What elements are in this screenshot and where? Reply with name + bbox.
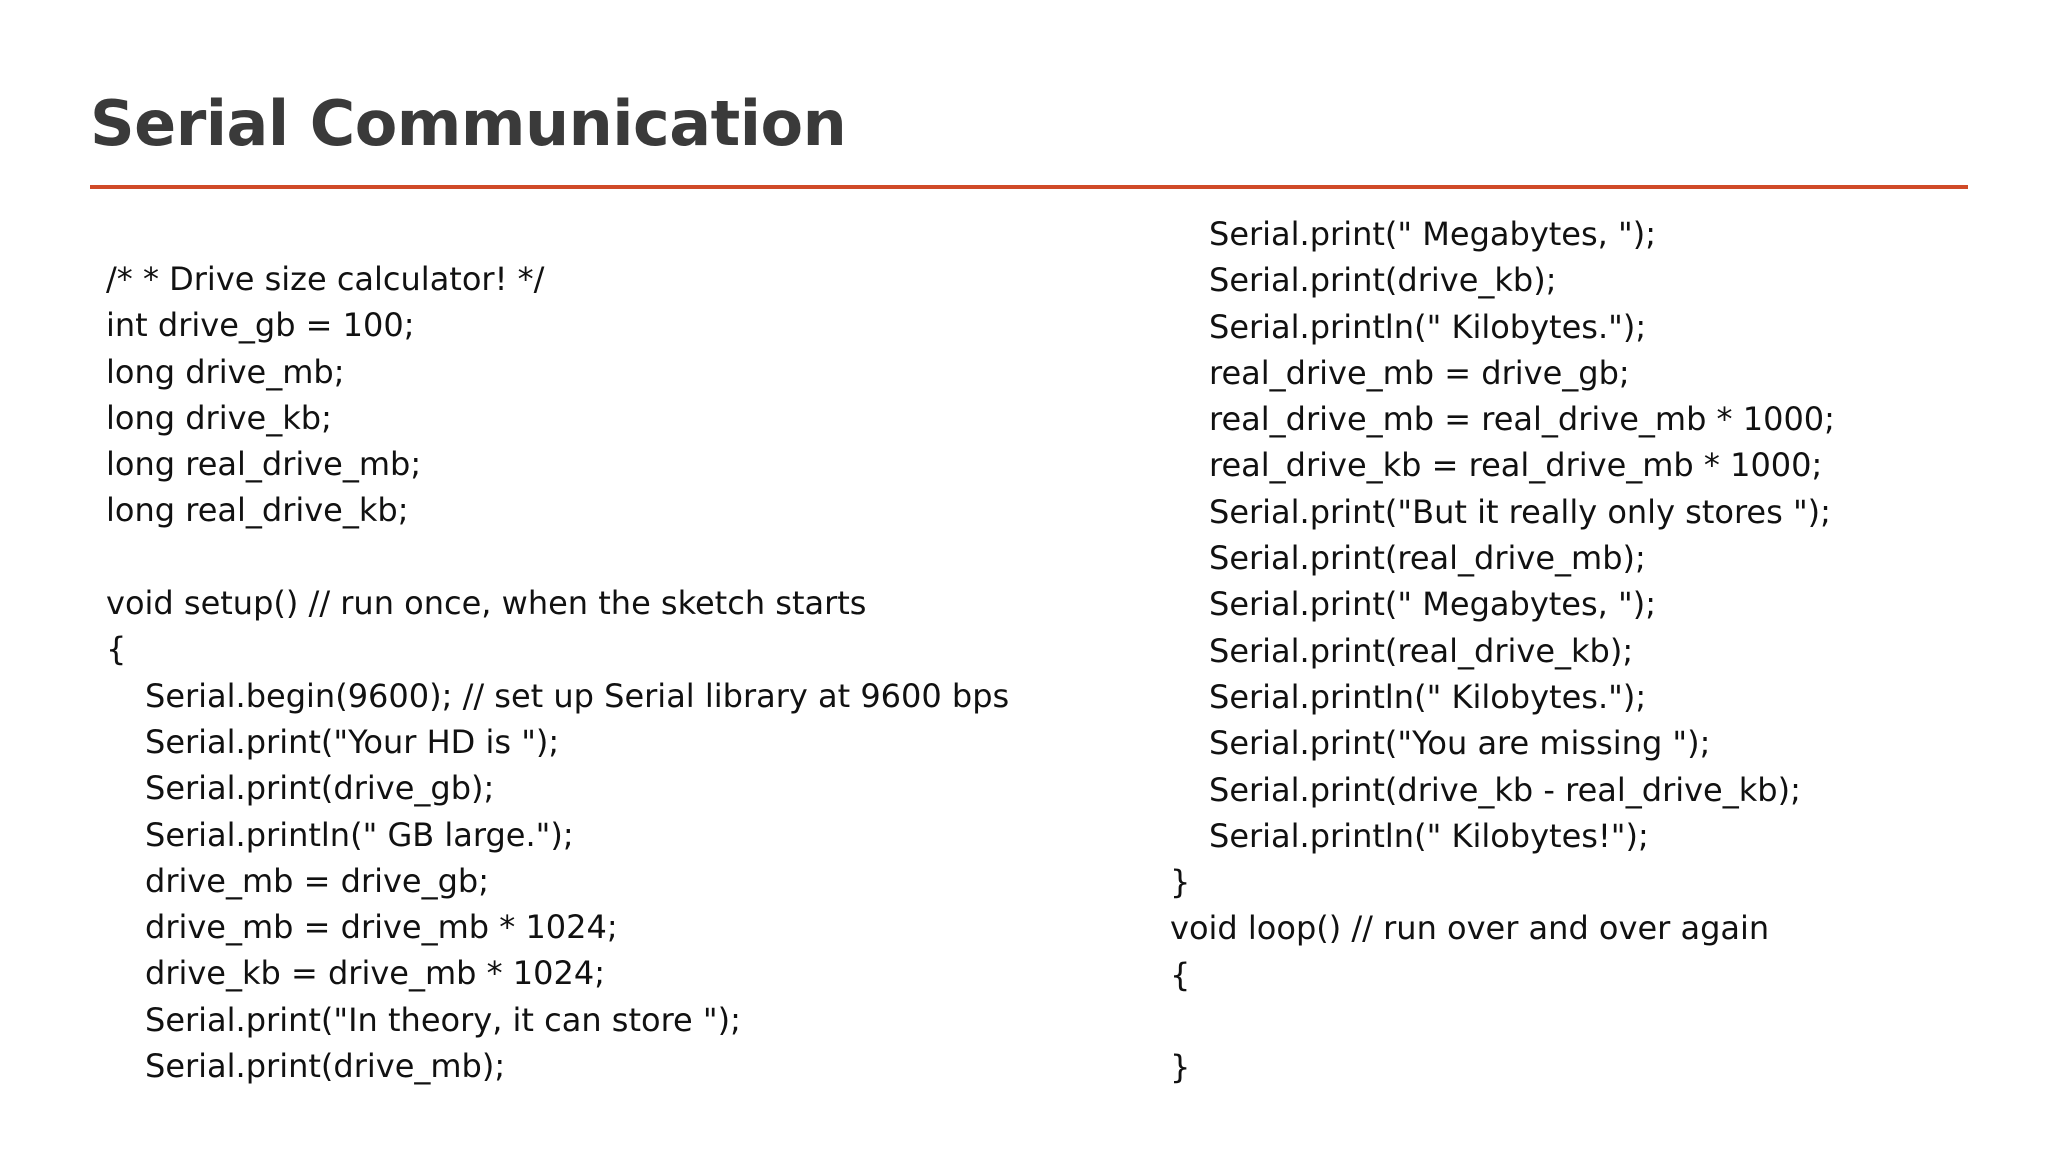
code-line: real_drive_mb = drive_gb; — [1209, 353, 1630, 392]
code-line: Serial.println(" Kilobytes!"); — [1209, 816, 1649, 855]
code-line: Serial.println(" Kilobytes."); — [1209, 307, 1647, 346]
code-line: drive_mb = drive_mb * 1024; — [145, 908, 618, 947]
code-line: real_drive_kb = real_drive_mb * 1000; — [1209, 446, 1823, 485]
code-line: long drive_kb; — [106, 398, 332, 437]
code-line: Serial.print(real_drive_kb); — [1209, 631, 1634, 670]
code-line — [1170, 998, 1835, 1044]
code-line: Serial.print(" Megabytes, "); — [1209, 585, 1656, 624]
code-line: Serial.print(real_drive_mb); — [1209, 539, 1646, 578]
code-column-right — [1170, 211, 1835, 1091]
code-line: Serial.print(drive_gb); — [145, 769, 495, 808]
code-line: Serial.print(drive_mb); — [145, 1047, 506, 1086]
slide-title: Serial Communication — [90, 87, 847, 160]
code-line: /* * Drive size calculator! */ — [106, 260, 545, 298]
code-line: real_drive_mb = real_drive_mb * 1000; — [1209, 400, 1835, 439]
code-line: Serial.println(" Kilobytes."); — [1209, 677, 1647, 716]
code-line: } — [1170, 863, 1191, 902]
code-line: { — [1170, 955, 1191, 994]
code-line: Serial.print("Your HD is "); — [145, 722, 560, 761]
code-line: int drive_gb = 100; — [106, 306, 415, 345]
code-line: Serial.println(" GB large."); — [145, 815, 574, 854]
code-line: Serial.print(" Megabytes, "); — [1209, 215, 1656, 253]
code-line: drive_mb = drive_gb; — [145, 861, 490, 900]
title-divider — [90, 185, 1968, 189]
code-line: { — [106, 630, 127, 669]
code-line: } — [1170, 1048, 1191, 1087]
code-line: long drive_mb; — [106, 352, 345, 391]
code-line: Serial.print("But it really only stores "); — [1209, 492, 1831, 531]
code-line: Serial.print("In theory, it can store "); — [145, 1000, 741, 1039]
code-line — [106, 534, 1009, 580]
code-line: void setup() // run once, when the sketch starts — [106, 584, 867, 623]
code-column-left — [106, 256, 1009, 1089]
code-line: long real_drive_mb; — [106, 445, 422, 484]
code-line: long real_drive_kb; — [106, 491, 409, 530]
code-line: Serial.print("You are missing "); — [1209, 724, 1711, 763]
code-line: Serial.begin(9600); // set up Serial library at 9600 bps — [145, 676, 1010, 715]
code-line: void loop() // run over and over again — [1170, 909, 1770, 948]
code-line: Serial.print(drive_kb); — [1209, 261, 1557, 300]
code-line: Serial.print(drive_kb - real_drive_kb); — [1209, 770, 1801, 809]
code-line: drive_kb = drive_mb * 1024; — [145, 954, 606, 993]
